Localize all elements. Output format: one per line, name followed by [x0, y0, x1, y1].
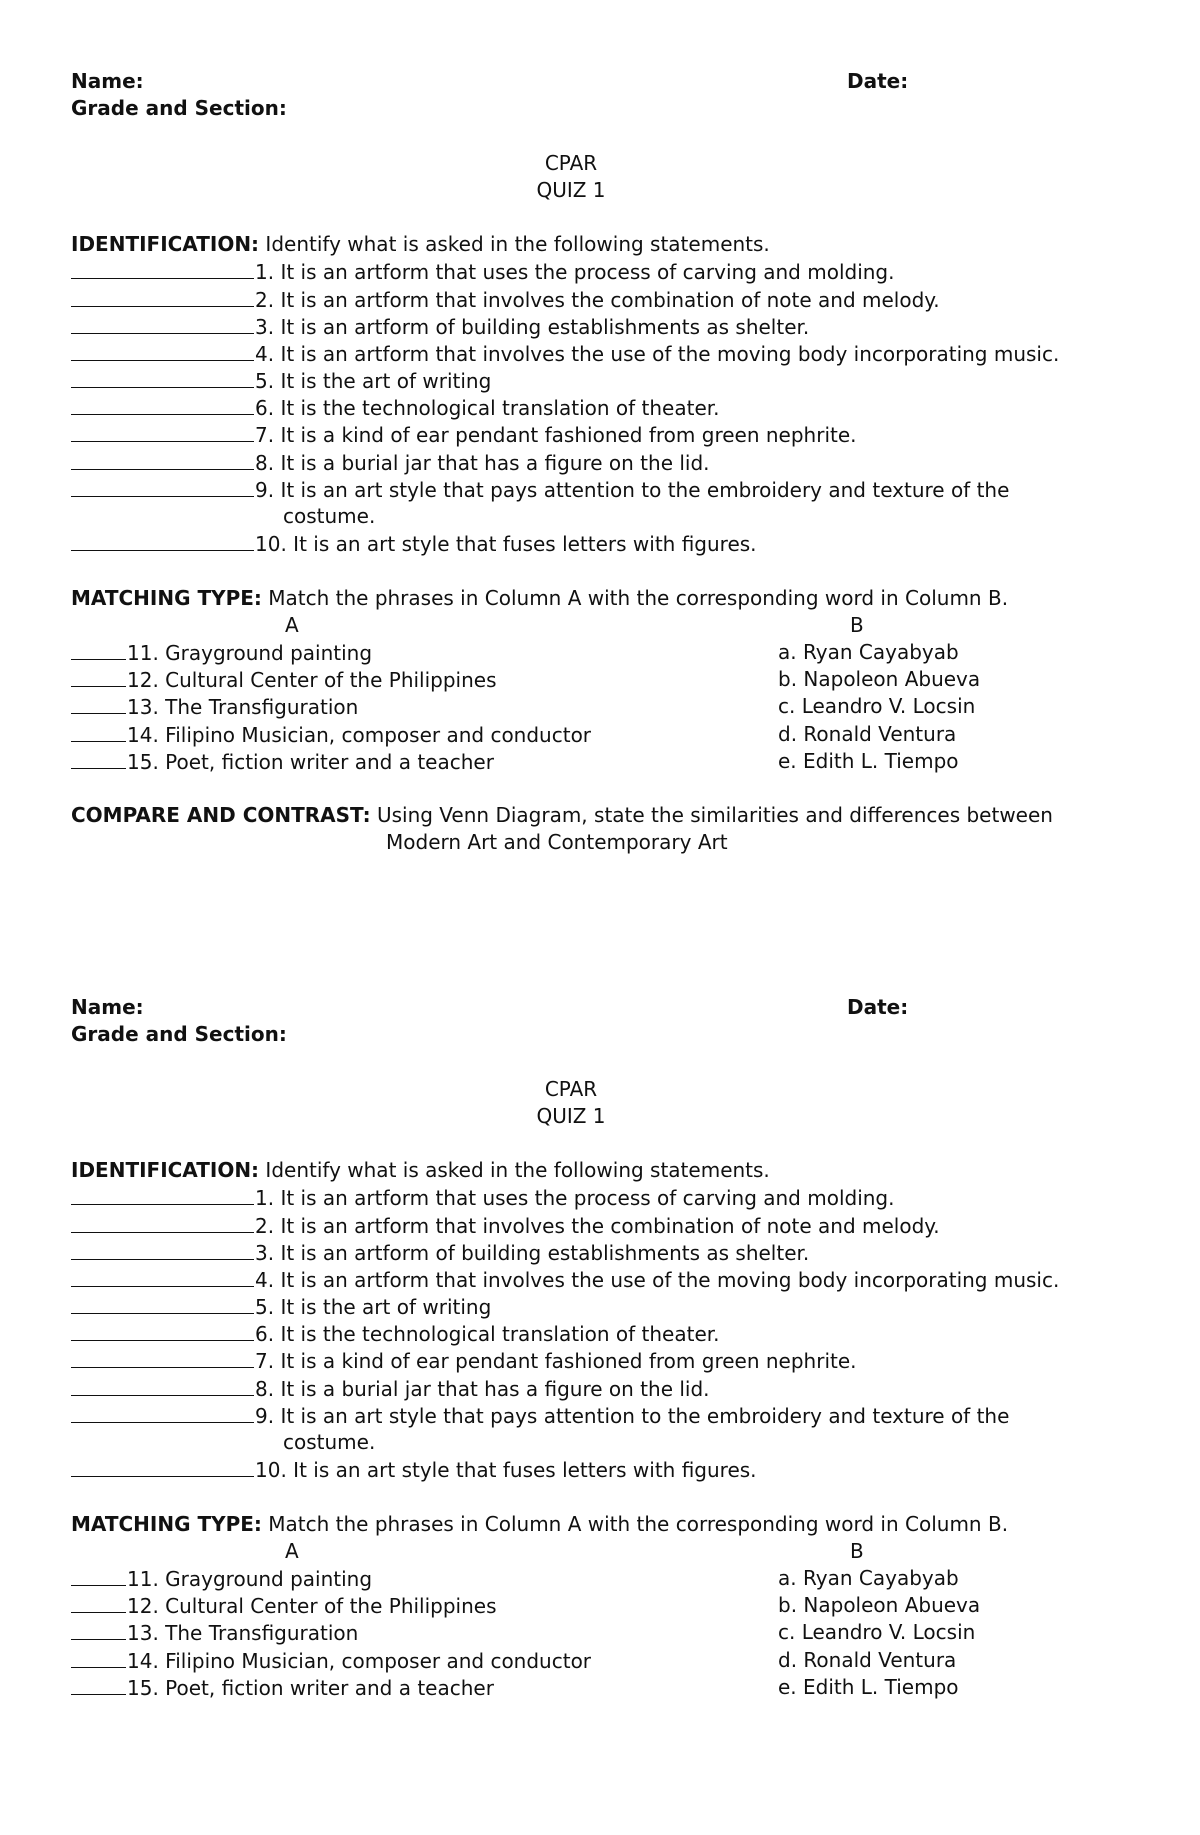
column-a-header: A: [285, 612, 299, 637]
identification-item: 1. It is an artform that uses the process of carving and molding.: [71, 1184, 1151, 1211]
answer-blank[interactable]: [71, 476, 254, 497]
identification-text: Identify what is asked in the following statements.: [265, 232, 770, 257]
answer-blank[interactable]: [71, 1456, 254, 1477]
identification-instruction: [71, 1157, 1151, 1184]
matching-row: 11. Grayground painting a. Ryan Cayabyab: [71, 1565, 1151, 1592]
name-label: Name:: [71, 995, 144, 1019]
identification-item: 5. It is the art of writing: [71, 1293, 1151, 1320]
answer-blank[interactable]: [71, 1266, 254, 1287]
identification-item: 8. It is a burial jar that has a figure on the lid.: [71, 449, 1151, 476]
identification-item: 8. It is a burial jar that has a figure on the lid.: [71, 1375, 1151, 1402]
matching-row: 12. Cultural Center of the Philippines b. Napoleon Abueva: [71, 1592, 1151, 1619]
identification-item-continuation: costume.: [283, 504, 376, 528]
identification-item: 4. It is an artform that involves the use of the moving body incorporating music.: [71, 1266, 1151, 1293]
answer-blank[interactable]: [71, 1184, 254, 1205]
grade-section-label: Grade and Section:: [71, 96, 287, 121]
matching-label: MATCHING TYPE:: [71, 585, 262, 610]
identification-label: IDENTIFICATION:: [71, 232, 260, 257]
identification-item: 1. It is an artform that uses the process of carving and molding.: [71, 258, 1151, 285]
identification-item: 10. It is an art style that fuses letters with figures.: [71, 1456, 1151, 1483]
identification-item: 5. It is the art of writing: [71, 367, 1151, 394]
matching-row: 12. Cultural Center of the Philippines b. Napoleon Abueva: [71, 666, 1151, 693]
answer-blank[interactable]: [71, 1212, 254, 1233]
matching-row: 13. The Transfiguration c. Leandro V. Locsin: [71, 693, 1151, 720]
name-date-row: [71, 68, 1151, 95]
matching-row: 15. Poet, fiction writer and a teacher e. Edith L. Tiempo: [71, 1674, 1151, 1701]
answer-blank[interactable]: [71, 1320, 254, 1341]
answer-blank[interactable]: [71, 1347, 254, 1368]
matching-column-headers: [71, 1538, 1151, 1565]
quiz-title: QUIZ 1: [536, 1103, 606, 1128]
matching-row: 13. The Transfiguration c. Leandro V. Locsin: [71, 1619, 1151, 1646]
identification-item: 7. It is a kind of ear pendant fashioned from green nephrite.: [71, 1347, 1151, 1374]
subject-title: CPAR: [544, 1076, 598, 1101]
subject-title: CPAR: [544, 150, 598, 175]
grade-section-label: Grade and Section:: [71, 1022, 287, 1047]
answer-blank[interactable]: [71, 530, 254, 551]
matching-row: 15. Poet, fiction writer and a teacher e. Edith L. Tiempo: [71, 748, 1151, 775]
matching-text: Match the phrases in Column A with the corresponding word in Column B.: [268, 585, 1009, 610]
answer-blank[interactable]: [71, 258, 254, 279]
identification-item: 4. It is an artform that involves the use of the moving body incorporating music.: [71, 340, 1151, 367]
answer-blank[interactable]: [71, 394, 254, 415]
identification-item: 10. It is an art style that fuses letters with figures.: [71, 530, 1151, 557]
match-blank[interactable]: [71, 721, 126, 742]
identification-item: 3. It is an artform of building establishments as shelter.: [71, 313, 1151, 340]
identification-instruction: [71, 231, 1151, 258]
identification-item: 9. It is an art style that pays attention to the embroidery and texture of the: [71, 1402, 1151, 1429]
answer-blank[interactable]: [71, 286, 254, 307]
compare-instruction: [71, 802, 1071, 829]
column-b-header: B: [850, 612, 864, 637]
matching-row: 14. Filipino Musician, composer and conductor d. Ronald Ventura: [71, 721, 1151, 748]
column-a-header: A: [285, 1538, 299, 1563]
matching-row: 14. Filipino Musician, composer and conductor d. Ronald Ventura: [71, 1647, 1151, 1674]
matching-instruction: [71, 585, 1151, 612]
matching-label: MATCHING TYPE:: [71, 1511, 262, 1536]
answer-blank[interactable]: [71, 421, 254, 442]
match-blank[interactable]: [71, 1619, 126, 1640]
quiz-title: QUIZ 1: [536, 177, 606, 202]
answer-blank[interactable]: [71, 1239, 254, 1260]
match-blank[interactable]: [71, 1674, 126, 1695]
compare-label: COMPARE AND CONTRAST:: [71, 803, 371, 828]
matching-column-headers: [71, 612, 1151, 639]
identification-item: 9. It is an art style that pays attention to the embroidery and texture of the: [71, 476, 1151, 503]
match-blank[interactable]: [71, 666, 126, 687]
matching-instruction: [71, 1511, 1151, 1538]
match-blank[interactable]: [71, 693, 126, 714]
identification-item: 2. It is an artform that involves the combination of note and melody.: [71, 286, 1151, 313]
identification-item: 3. It is an artform of building establishments as shelter.: [71, 1239, 1151, 1266]
name-label: Name:: [71, 69, 144, 93]
identification-item: 6. It is the technological translation of theater.: [71, 394, 1151, 421]
identification-label: IDENTIFICATION:: [71, 1158, 260, 1183]
match-blank[interactable]: [71, 1565, 126, 1586]
identification-item: 2. It is an artform that involves the combination of note and melody.: [71, 1212, 1151, 1239]
matching-text: Match the phrases in Column A with the corresponding word in Column B.: [268, 1511, 1009, 1536]
match-blank[interactable]: [71, 748, 126, 769]
answer-blank[interactable]: [71, 449, 254, 470]
answer-blank[interactable]: [71, 1375, 254, 1396]
identification-item: 6. It is the technological translation of theater.: [71, 1320, 1151, 1347]
quiz-copy-2: [71, 994, 1151, 1701]
matching-row: 11. Grayground painting a. Ryan Cayabyab: [71, 639, 1151, 666]
match-blank[interactable]: [71, 1647, 126, 1668]
answer-blank[interactable]: [71, 367, 254, 388]
identification-text: Identify what is asked in the following statements.: [265, 1158, 770, 1183]
quiz-copy-1: [71, 68, 1151, 856]
identification-item-continuation: costume.: [283, 1430, 376, 1454]
date-label: Date:: [847, 995, 909, 1019]
answer-blank[interactable]: [71, 1293, 254, 1314]
column-b-header: B: [850, 1538, 864, 1563]
date-label: Date:: [847, 69, 909, 93]
answer-blank[interactable]: [71, 1402, 254, 1423]
answer-blank[interactable]: [71, 340, 254, 361]
compare-topic: Modern Art and Contemporary Art: [386, 830, 728, 855]
identification-item: 7. It is a kind of ear pendant fashioned from green nephrite.: [71, 421, 1151, 448]
match-blank[interactable]: [71, 1592, 126, 1613]
name-date-row: [71, 994, 1151, 1021]
compare-text: Using Venn Diagram, state the similarities and differences between: [376, 803, 1053, 828]
match-blank[interactable]: [71, 639, 126, 660]
answer-blank[interactable]: [71, 313, 254, 334]
